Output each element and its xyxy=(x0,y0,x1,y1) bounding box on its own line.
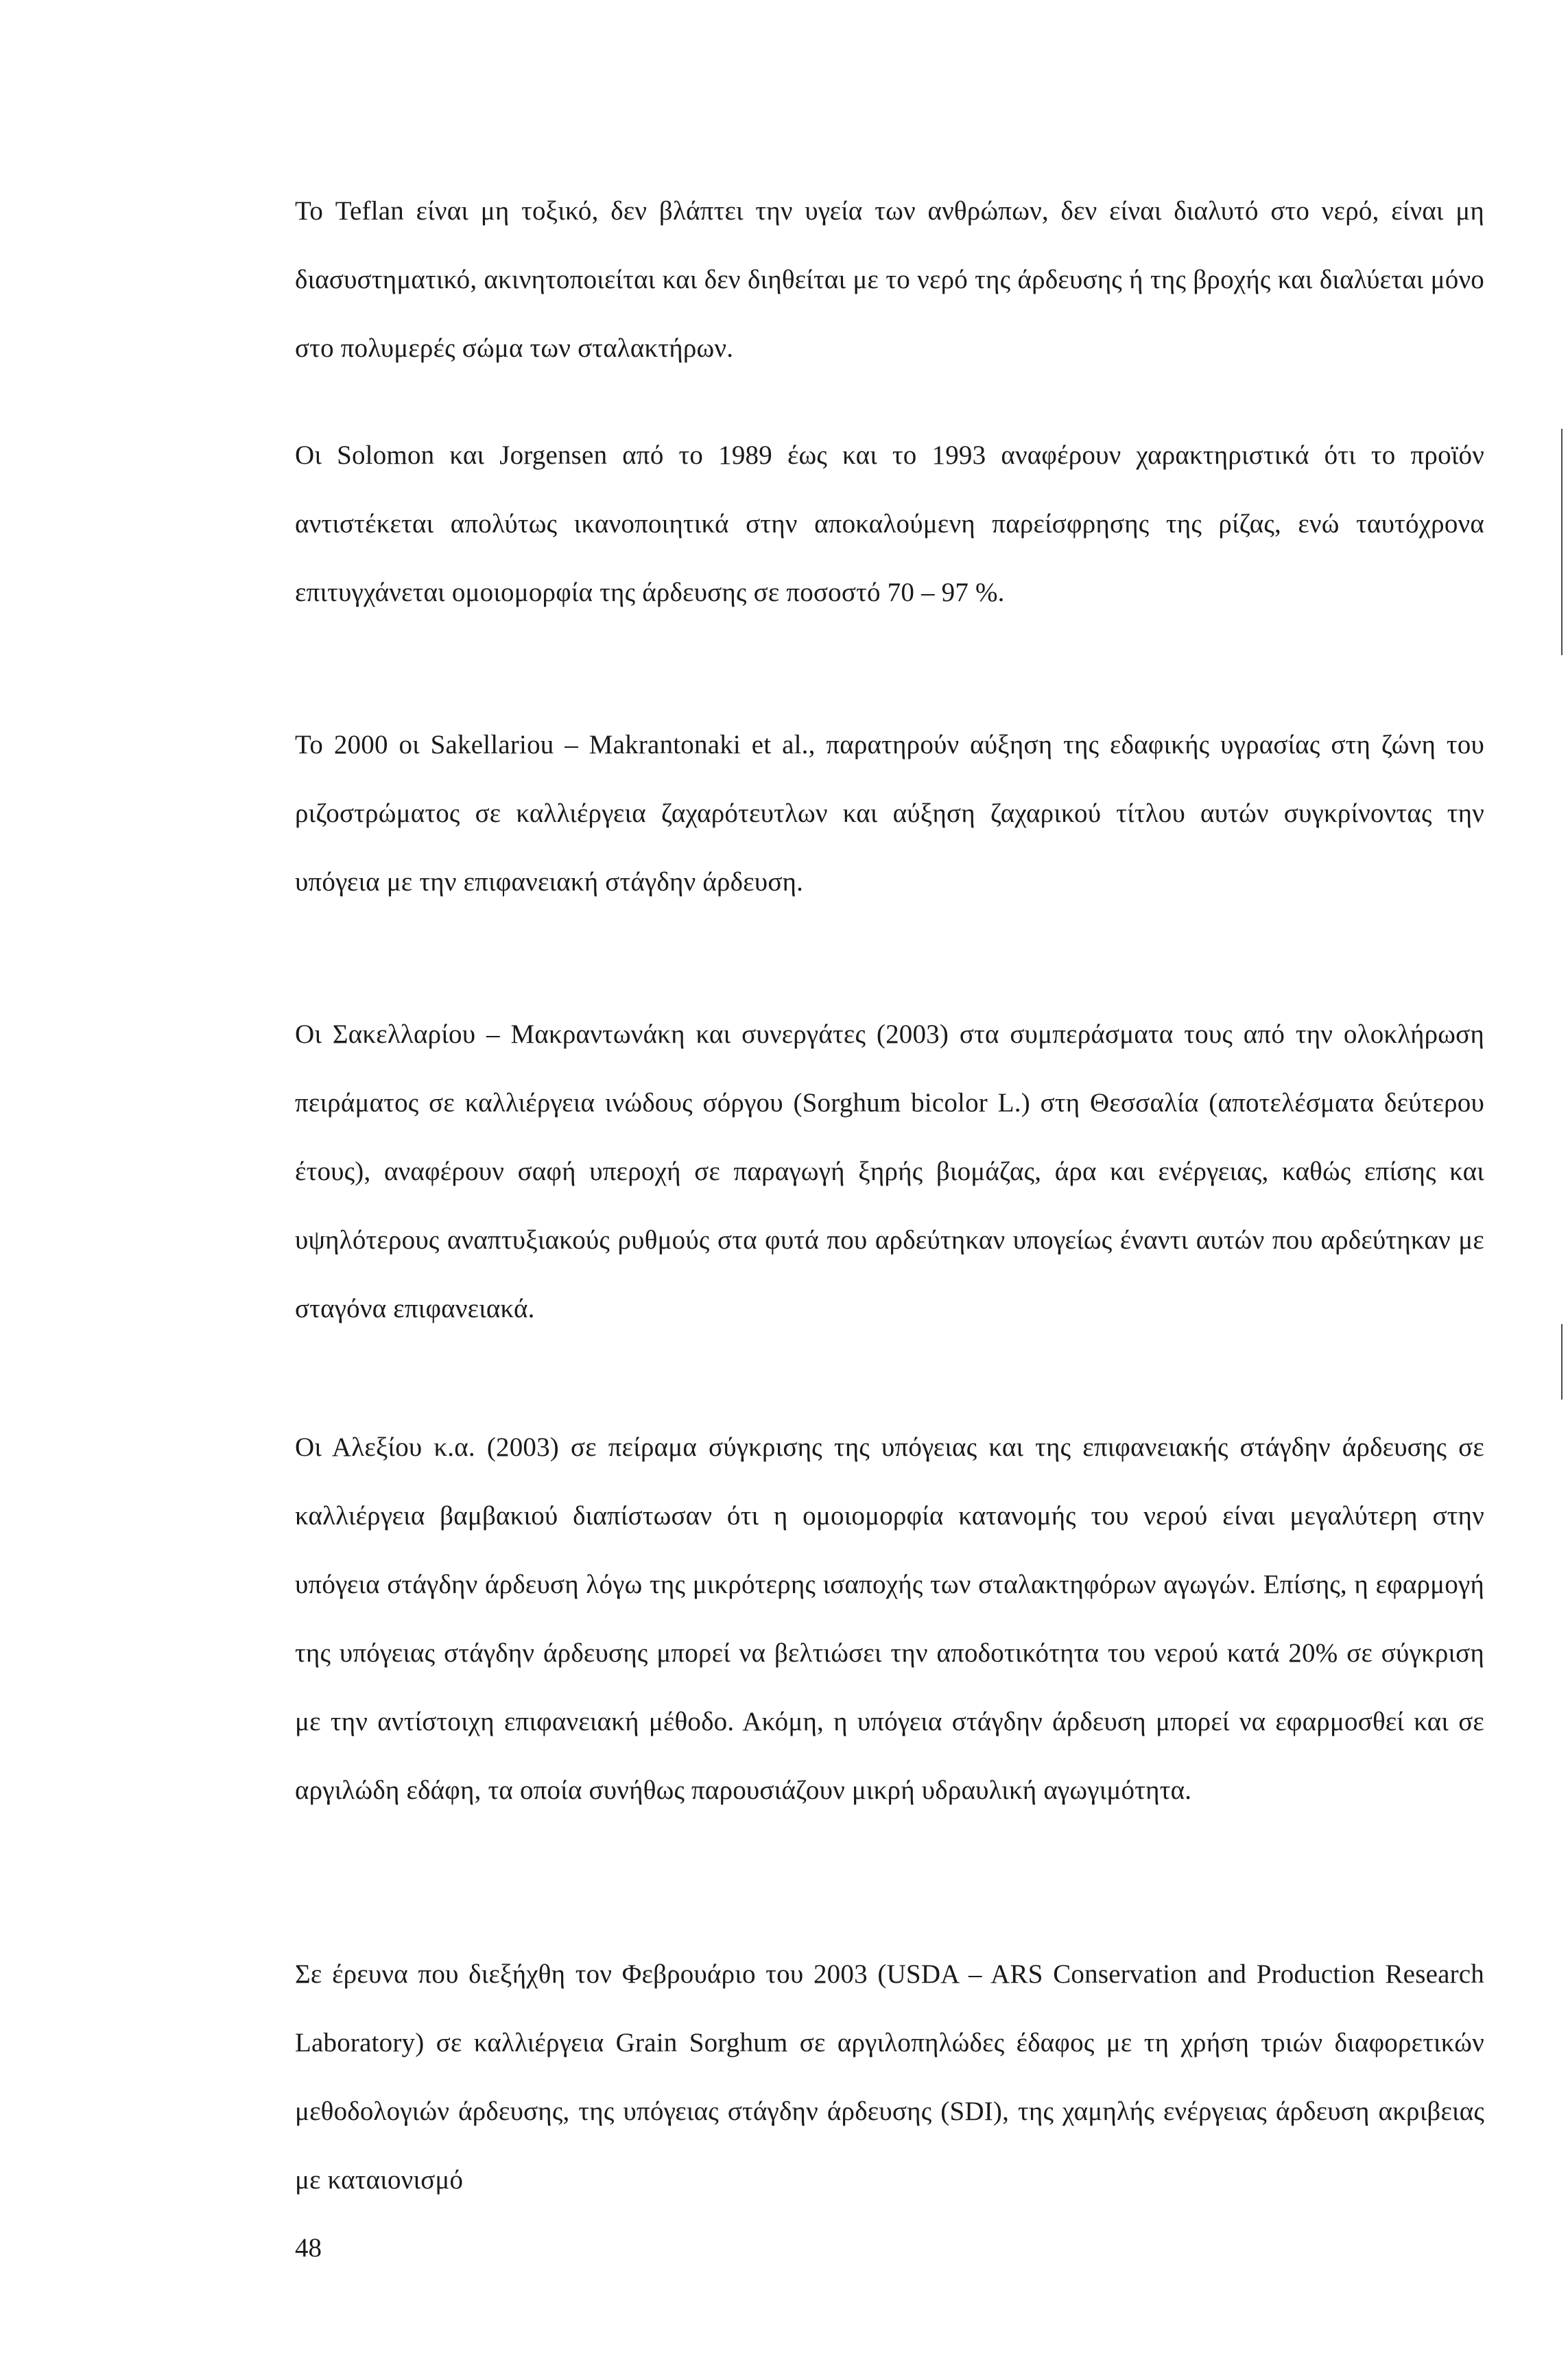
paragraph-usda-ars: Σε έρευνα που διεξήχθη τον Φεβρουάριο του 2003 (USDA – ARS Conservation and Production Research Laboratory) σε καλλιέργεια Grain Sorghum σε αργιλοπηλώδες έδαφος με τη χρήση τριών διαφορετικών μεθοδολογιών άρδευσης, της υπόγειας στάγδην άρδευσης (SDI), της χαμηλής ενέργειας άρδευση ακριβειας με καταιονισμό xyxy=(295,1959,1484,2195)
paragraph-sakellariou-2000: Το 2000 οι Sakellariou – Makrantonaki et al., παρατηρούν αύξηση της εδαφικής υγρασίας στη ζώνη του ριζοστρώματος σε καλλιέργεια ζαχαρότευτλων και αύξηση ζαχαρικού τίτλου αυτών συγκρίνοντας την υπόγεια με την επιφανειακή στάγδην άρδευση. xyxy=(295,730,1484,897)
scan-margin-line xyxy=(1561,1324,1563,1400)
page-number: 48 xyxy=(295,2233,322,2263)
paragraph-solomon-jorgensen: Οι Solomon και Jorgensen από το 1989 έως και το 1993 αναφέρουν χαρακτηριστικά ότι το προϊόν αντιστέκεται απολύτως ικανοποιητικά στην αποκαλούμενη παρείσφρησης της ρίζας, ενώ ταυτόχρονα επιτυγχάνεται ομοιομορφία της άρδευσης σε ποσοστό 70 – 97 %. xyxy=(295,440,1484,607)
paragraph-alexiou-2003: Οι Αλεξίου κ.α. (2003) σε πείραμα σύγκρισης της υπόγειας και της επιφανειακής στάγδην άρδευσης σε καλλιέργεια βαμβακιού διαπίστωσαν ότι η ομοιομορφία κατανομής του νερού είναι μεγαλύτερη στην υπόγεια στάγδην άρδευση λόγω της μικρότερης ισαποχής των σταλακτηφόρων αγωγών. Επίσης, η εφαρμογή της υπόγειας στάγδην άρδευσης μπορεί να βελτιώσει την αποδοτικότητα του νερού κατά 20% σε σύγκριση με την αντίστοιχη επιφανειακή μέθοδο. Ακόμη, η υπόγεια στάγδην άρδευση μπορεί να εφαρμοσθεί και σε αργιλώδη εδάφη, τα οποία συνήθως παρουσιάζουν μικρή υδραυλική αγωγιμότητα. xyxy=(295,1432,1484,1805)
paragraph-sakellariou-2003: Οι Σακελλαρίου – Μακραντωνάκη και συνεργάτες (2003) στα συμπεράσματα τους από την ολοκλήρωση πειράματος σε καλλιέργεια ινώδους σόργου (Sorghum bicolor L.) στη Θεσσαλία (αποτελέσματα δεύτερου έτους), αναφέρουν σαφή υπεροχή σε παραγωγή ξηρής βιομάζας, άρα και ενέργειας, καθώς επίσης και υψηλότερους αναπτυξιακούς ρυθμούς στα φυτά που αρδεύτηκαν υπογείως έναντι αυτών που αρδεύτηκαν με σταγόνα επιφανειακά. xyxy=(295,1019,1484,1323)
paragraph-teflan: Το Teflan είναι μη τοξικό, δεν βλάπτει την υγεία των ανθρώπων, δεν είναι διαλυτό στο νερό, είναι μη διασυστηματικό, ακινητοποιείται και δεν διηθείται με το νερό της άρδευσης ή της βροχής και διαλύεται μόνο στο πολυμερές σώμα των σταλακτήρων. xyxy=(295,196,1484,363)
scan-margin-line xyxy=(1561,429,1563,655)
